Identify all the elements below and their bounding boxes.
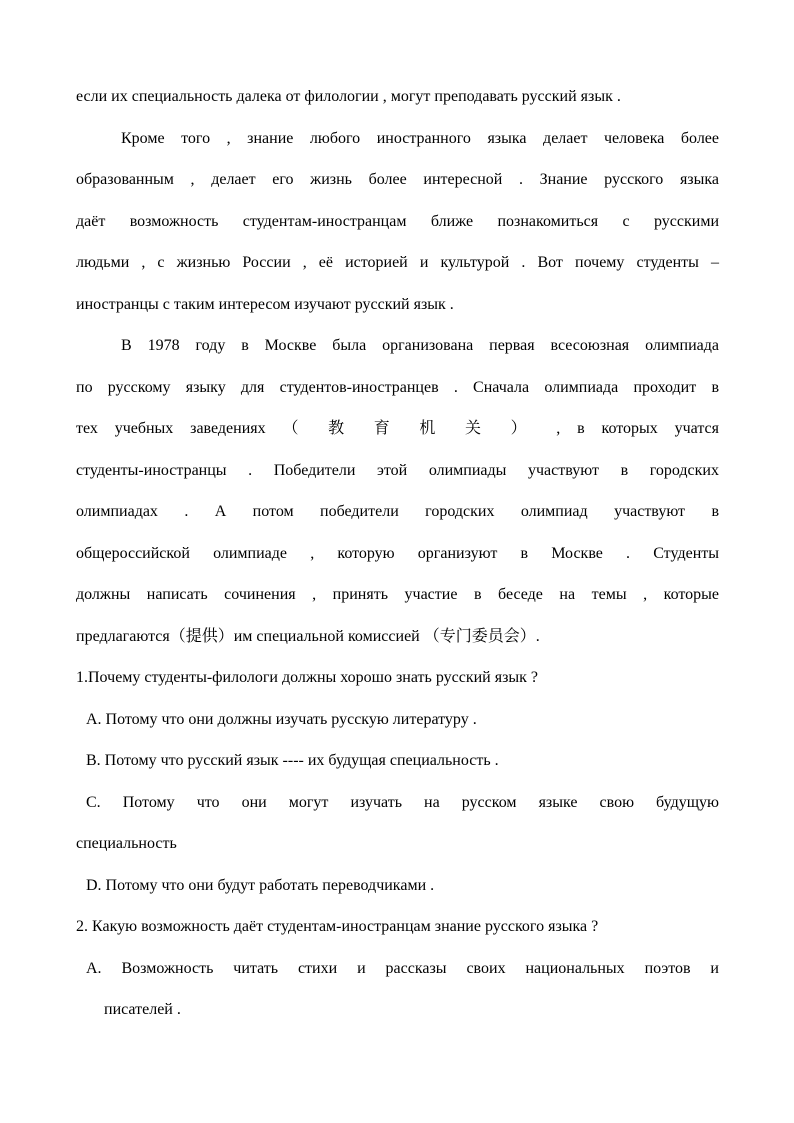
question-2-option-a: A. Возможность читать стихи и рассказы своих национальных поэтов и (86, 959, 719, 977)
question-1-option-c: C. Потому что они могут изучать на русском языке свою будущую (86, 793, 719, 811)
paragraph-line: людьми , с жизнью России , её историей и культурой . Вот почему студенты – (76, 254, 719, 271)
paragraph-line: Кроме того , знание любого иностранного языка делает человека более (121, 129, 719, 147)
paragraph-line: образованным , делает его жизнь более интересной . Знание русского языка (76, 171, 719, 188)
question-1-option-d: D. Потому что они будут работать переводчиками . (86, 876, 435, 894)
paragraph-line: общероссийской олимпиаде , которую организуют в Москве . Студенты (76, 544, 719, 562)
paragraph-line: иностранцы с таким интересом изучают русский язык . (76, 295, 454, 313)
paragraph-line: должны написать сочинения , принять участие в беседе на темы , которые (76, 586, 719, 603)
question-1-option-a: A. Потому что они должны изучать русскую литературу . (86, 710, 477, 728)
question-2-option-a-continued: писателей . (104, 1001, 181, 1018)
question-1-option-c-continued: специальность (76, 835, 177, 852)
question-2: 2. Какую возможность даёт студентам-иностранцам знание русского языка ? (76, 918, 599, 935)
paragraph-line: студенты-иностранцы . Победители этой олимпиады участвуют в городских (76, 461, 719, 479)
document-page (76, 76, 719, 1031)
paragraph-line: олимпиадах . А потом победители городских олимпиад участвуют в (76, 503, 719, 520)
paragraph-line: даёт возможность студентам-иностранцам ближе познакомиться с русскими (76, 212, 719, 230)
paragraph-line: предлагаются（提供）им специальной комиссией （专门委员会）. (76, 627, 540, 645)
question-1: 1.Почему студенты-филологи должны хорошо знать русский язык ? (76, 669, 539, 686)
question-1-option-b: B. Потому что русский язык ---- их будущая специальность . (86, 752, 499, 769)
paragraph-line: В 1978 году в Москве была организована первая всесоюзная олимпиада (121, 337, 719, 354)
paragraph-line: если их специальность далека от филологии , могут преподавать русский язык . (76, 88, 621, 105)
paragraph-line: тех учебных заведениях （ 教 育 机 关 ） , в которых учатся (76, 420, 719, 437)
paragraph-line: по русскому языку для студентов-иностранцев . Сначала олимпиада проходит в (76, 378, 719, 396)
